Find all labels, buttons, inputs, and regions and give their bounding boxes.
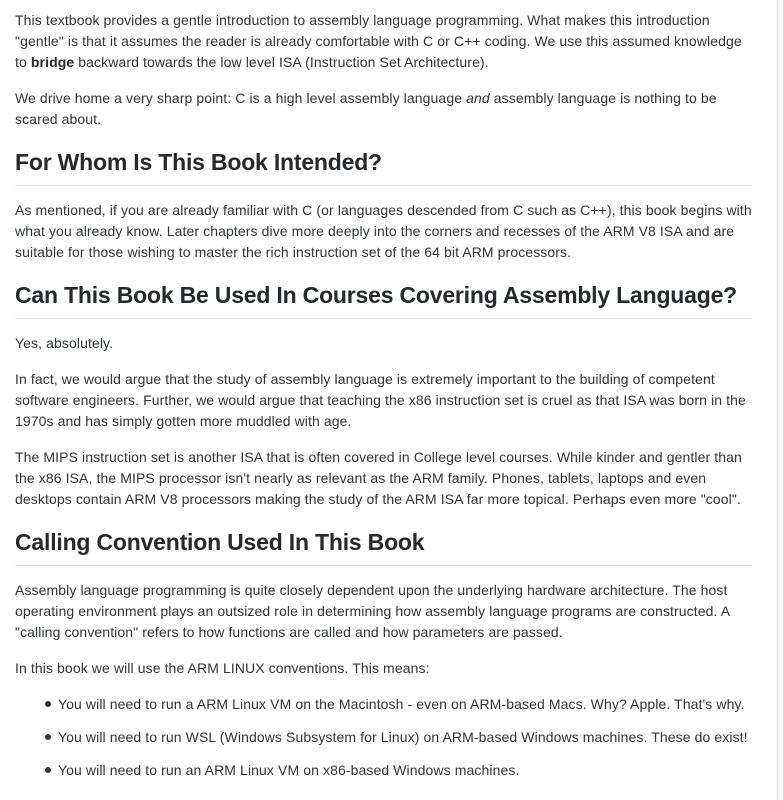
intro-paragraph-1 [15, 10, 752, 73]
convention-paragraph-1: Assembly language programming is quite closely dependent upon the underlying hardware architecture. The host operating environment plays an outsized role in determining how assembly language programs are constructed. A "calling convention" refers to how functions are called and how parameters are passed. [15, 582, 730, 640]
convention-paragraph-2: In this book we will use the ARM LINUX conventions. This means: [15, 660, 430, 676]
intro-paragraph-2 [15, 88, 752, 130]
bullet-dot-icon [45, 701, 51, 707]
intended-paragraph: As mentioned, if you are already familiar with C (or languages descended from C such as C++), this book begins with what you already know. Later chapters dive more deeply into the corners and recesses of the ARM V8 ISA and are suitable for those wishing to master the rich instruction set of the 64 bit ARM processors. [15, 202, 752, 260]
section-heading-intended: For Whom Is This Book Intended? [15, 148, 752, 186]
courses-paragraph-3: The MIPS instruction set is another ISA that is often covered in College level courses. While kinder and gentler than the x86 ISA, the MIPS processor isn't nearly as relevant as the ARM family. Phones, tablets, laptops and even desktops contain ARM V8 processors making the study of the ARM ISA far more topical. Perhaps even more "cool". [15, 449, 742, 507]
intro-paragraph-2-tail: assembly language is nothing to be scared about. [15, 90, 717, 127]
italic-word-and: and [466, 90, 490, 106]
list-item [15, 760, 752, 781]
list-item [15, 694, 752, 715]
intro-paragraph-1-tail: backward towards the low level ISA (Instruction Set Architecture). [74, 54, 489, 70]
bold-word-bridge: bridge [30, 54, 75, 70]
section-heading-convention: Calling Convention Used In This Book [15, 528, 752, 566]
convention-bullet-list [15, 694, 752, 781]
list-item [15, 727, 752, 748]
courses-paragraph-2: In fact, we would argue that the study of assembly language is extremely important to the building of competent software engineers. Further, we would argue that teaching the x86 instruction set is cruel as that ISA was born in the 1970s and has simply gotten more muddled with age. [15, 371, 746, 429]
list-item-text: You will need to run an ARM Linux VM on x86-based Windows machines. [58, 762, 520, 778]
bullet-dot-icon [45, 767, 51, 773]
intro-paragraph-1-text: This textbook provides a gentle introduction to assembly language programming. What makes this introduction "gentle" is that it assumes the reader is already comfortable with C or C++ coding. We use this assumed knowledge to [15, 12, 742, 70]
bullet-dot-icon [45, 734, 51, 740]
list-item-text: You will need to run WSL (Windows Subsystem for Linux) on ARM-based Windows machines. These do exist! [58, 729, 748, 745]
courses-paragraph-1: Yes, absolutely. [15, 335, 114, 351]
list-item-text: You will need to run a ARM Linux VM on the Macintosh - even on ARM-based Macs. Why? Apple. That's why. [58, 696, 745, 712]
intro-paragraph-2-text: We drive home a very sharp point: C is a high level assembly language [15, 90, 467, 106]
section-heading-courses: Can This Book Be Used In Courses Covering Assembly Language? [15, 281, 752, 319]
